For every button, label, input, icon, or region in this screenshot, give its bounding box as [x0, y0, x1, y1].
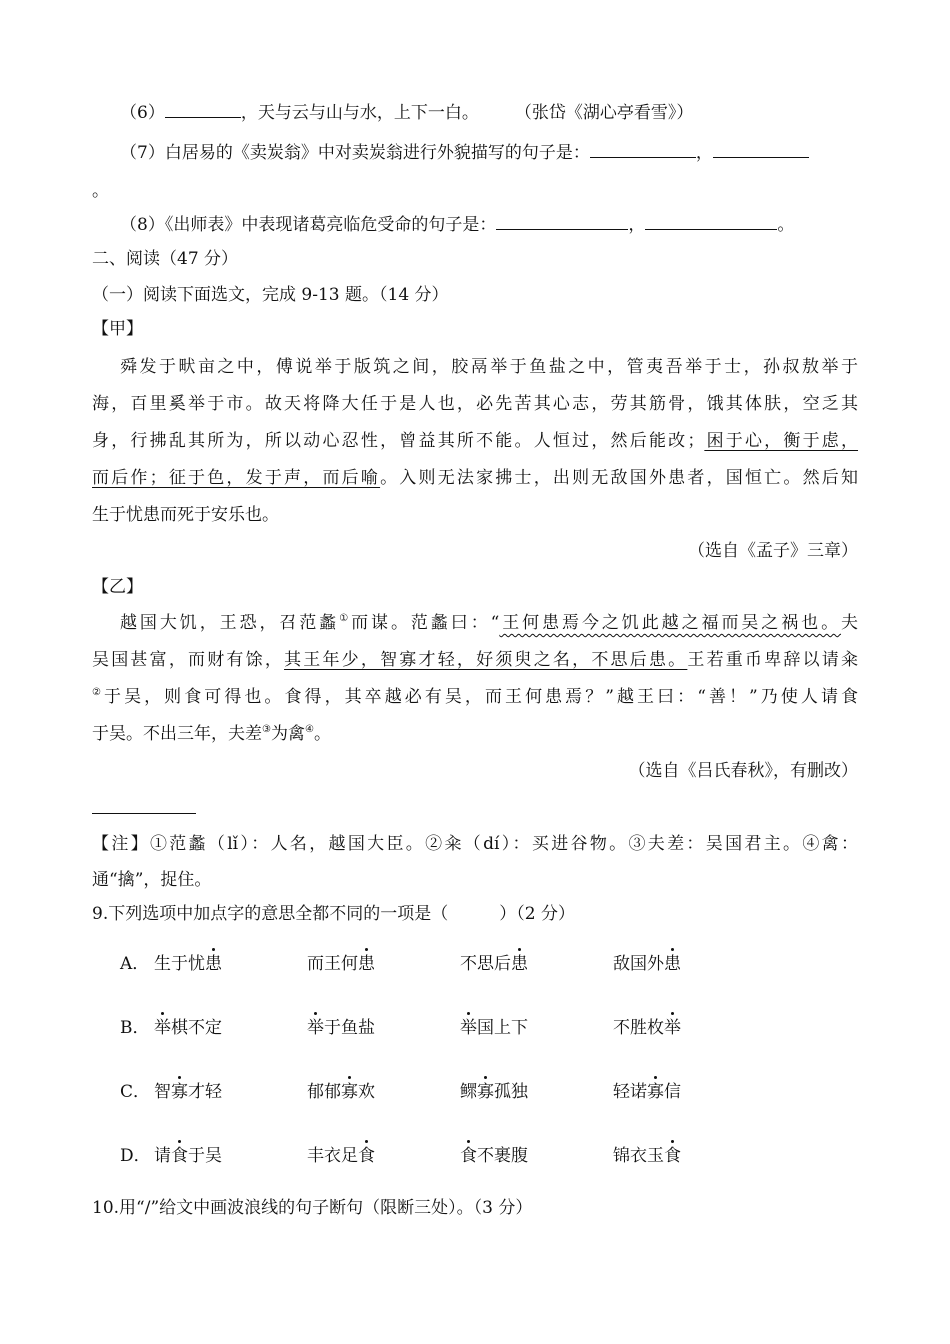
- dotted-character: 寡: [171, 1082, 188, 1102]
- q9-option-phrase: 敌国外患: [613, 954, 681, 974]
- passage-jia-line: 生于忧患而死于安乐也。: [92, 505, 279, 525]
- dotted-character: 举: [664, 1018, 681, 1038]
- q9-option-phrase: 请食于吴: [154, 1146, 222, 1166]
- footnote-mark: ①: [339, 613, 352, 624]
- passage-yi-source: （选自《吕氏春秋》，有删改）: [628, 761, 858, 781]
- dotted-character: 食: [171, 1146, 188, 1166]
- q9-option-letter[interactable]: D．: [120, 1146, 151, 1166]
- footnote-mark: ③: [262, 724, 271, 735]
- passage-yi-label: 【乙】: [92, 577, 143, 597]
- dotted-character: 食: [664, 1146, 681, 1166]
- passage-jia-line: 身，行拂乱其所为，所以动心忍性，曾益其所不能。人恒过，然后能改；困于心，衡于虑，: [92, 431, 859, 451]
- passage-yi-line: ②于吴，则食可得也。食得，其卒越必有吴，而王何患焉？”越王曰：“善！”乃使人请食: [92, 687, 858, 707]
- passage-jia-label: 【甲】: [92, 319, 143, 339]
- q9-option-phrase: 举国上下: [460, 1018, 528, 1038]
- q9-option-phrase: 郁郁寡欢: [307, 1082, 375, 1102]
- dotted-character: 食: [460, 1146, 477, 1166]
- section-title: 二、阅读（47 分）: [92, 249, 239, 269]
- q9-option-letter[interactable]: C．: [120, 1082, 151, 1102]
- section-subtitle: （一）阅读下面选文，完成 9-13 题。（14 分）: [92, 285, 449, 305]
- passage-jia-line: 海，百里奚举于市。故天将降大任于是人也，必先苦其心志，劳其筋骨，饿其体肤，空乏其: [92, 394, 858, 414]
- underlined-sentence: 而后作；征于色，发于声，而后喻: [92, 468, 381, 488]
- passage-jia-source: （选自《孟子》三章）: [688, 541, 858, 561]
- answer-blank[interactable]: [165, 102, 241, 118]
- wavy-sentence: 王何患焉今之饥此越之福而吴之祸也。: [499, 613, 842, 633]
- dotted-character: 寡: [647, 1082, 664, 1102]
- q9-option-phrase: 轻诺寡信: [613, 1082, 681, 1102]
- dotted-character: 患: [205, 954, 222, 974]
- q9-option-phrase: 智寡才轻: [154, 1082, 222, 1102]
- q9-option-phrase: 不思后患: [460, 954, 528, 974]
- q9-option-phrase: 而王何患: [307, 954, 375, 974]
- q9-option-letter[interactable]: A．: [120, 954, 150, 974]
- q7-line: （7）白居易的《卖炭翁》中对卖炭翁进行外貌描写的句子是： ，: [120, 142, 858, 164]
- dotted-character: 寡: [341, 1082, 358, 1102]
- passage-jia-line: 舜发于畎亩之中，傅说举于版筑之间，胶鬲举于鱼盐之中，管夷吾举于士，孙叔敖举于: [120, 357, 858, 377]
- dotted-character: 患: [358, 954, 375, 974]
- answer-blank[interactable]: [713, 142, 809, 158]
- answer-blank[interactable]: [496, 214, 628, 230]
- note-line: 通“擒”，捉住。: [92, 870, 212, 890]
- answer-blank[interactable]: [590, 142, 696, 158]
- passage-yi-line: 于吴。不出三年，夫差③为禽④。: [92, 724, 331, 744]
- q7-end: 。: [92, 181, 109, 201]
- q9-option-phrase: 丰衣足食: [307, 1146, 375, 1166]
- passage-jia-line: 而后作；征于色，发于声，而后喻。入则无法家拂士，出则无敌国外患者，国恒亡。然后知: [92, 468, 859, 488]
- dotted-character: 举: [154, 1018, 171, 1038]
- q9-option-phrase: 不胜枚举: [613, 1018, 681, 1038]
- answer-blank[interactable]: [645, 214, 777, 230]
- q9-option-phrase: 鳏寡孤独: [460, 1082, 528, 1102]
- footnote-divider: [92, 813, 196, 814]
- dotted-character: 患: [511, 954, 528, 974]
- footnote-mark: ④: [304, 724, 314, 735]
- footnote-mark: ②: [92, 687, 105, 698]
- q10-stem: 10.用“/”给文中画波浪线的句子断句（限断三处）。（3 分）: [92, 1198, 533, 1218]
- q9-option-letter[interactable]: B．: [120, 1018, 150, 1038]
- passage-yi-line: 越国大饥，王恐，召范蠡①而谋。范蠡曰：“王何患焉今之饥此越之福而吴之祸也。夫: [120, 613, 859, 633]
- q9-option-phrase: 食不裹腹: [460, 1146, 528, 1166]
- dotted-character: 举: [307, 1018, 324, 1038]
- underlined-sentence: 困于心，衡于虑，: [704, 431, 859, 451]
- q8-line: （8）《出师表》中表现诸葛亮临危受命的句子是： ， 。: [120, 215, 795, 235]
- dotted-character: 寡: [477, 1082, 494, 1102]
- dotted-character: 举: [460, 1018, 477, 1038]
- q9-stem: 9.下列选项中加点字的意思全都不同的一项是（ ）（2 分）: [92, 904, 575, 924]
- note-line: 【注】①范蠡（lǐ）：人名，越国大臣。②籴（dí）：买进谷物。③夫差：吴国君主。④禽：: [92, 834, 858, 854]
- dotted-character: 患: [664, 954, 681, 974]
- dotted-character: 食: [358, 1146, 375, 1166]
- passage-yi-line: 吴国甚富，而财有馀，其王年少，智寡才轻，好须臾之名，不思后患。王若重币卑辞以请籴: [92, 650, 859, 670]
- q9-option-phrase: 举棋不定: [154, 1018, 222, 1038]
- q9-option-phrase: 举于鱼盐: [307, 1018, 375, 1038]
- underlined-sentence: 其王年少，智寡才轻，好须臾之名，不思后患。: [284, 650, 688, 670]
- q6-line: （6） ，天与云与山与水，上下一白。 （张岱《湖心亭看雪》）: [120, 103, 694, 123]
- q9-option-phrase: 生于忧患: [154, 954, 222, 974]
- q9-option-phrase: 锦衣玉食: [613, 1146, 681, 1166]
